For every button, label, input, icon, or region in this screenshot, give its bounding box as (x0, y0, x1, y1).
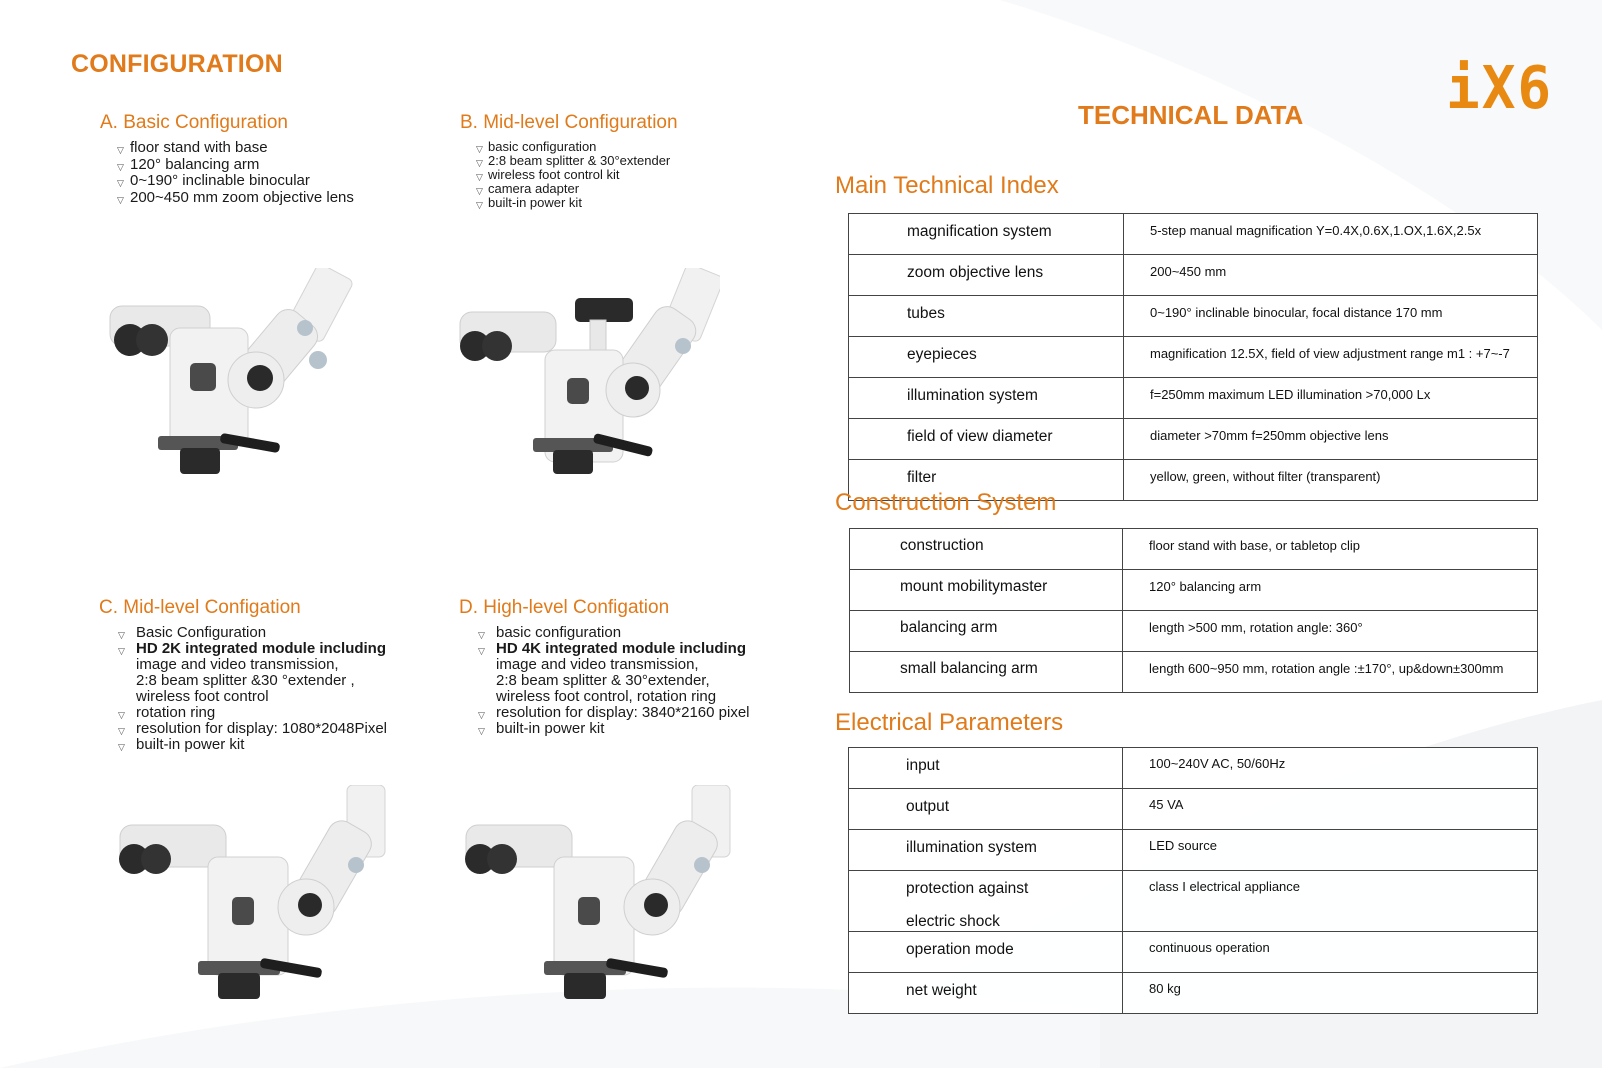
table-row (849, 871, 1538, 932)
spec-key: construction (850, 529, 1123, 570)
list-item: wireless foot control (136, 688, 269, 705)
table-row (849, 748, 1538, 789)
spec-value: 120° balancing arm (1123, 570, 1538, 611)
triangle-bullet-icon: ▽ (118, 630, 125, 640)
list-item: ▽ rotation ring (118, 704, 216, 721)
config-d-list (459, 625, 750, 737)
table-row (850, 611, 1538, 652)
spec-value: length >500 mm, rotation angle: 360° (1123, 611, 1538, 652)
spec-value: length 600~950 mm, rotation angle :±170°, up&down±300mm (1123, 652, 1538, 693)
list-item: ▽ 200~450 mm zoom objective lens (100, 190, 354, 207)
electrical-parameters-table (848, 747, 1538, 1014)
config-b (460, 112, 678, 210)
triangle-bullet-icon: ▽ (476, 172, 483, 182)
list-item: ▽ 0~190° inclinable binocular (100, 173, 354, 190)
list-item: ▽ built-in power kit (476, 195, 582, 210)
spec-key: mount mobilitymaster (850, 570, 1123, 611)
list-item: ▽ resolution for display: 1080*2048Pixel (118, 720, 387, 737)
list-item: ▽ camera adapter (476, 181, 580, 196)
list-item: ▽ wireless foot control kit (476, 167, 620, 182)
table-row (850, 652, 1538, 693)
config-b-title: B. Mid-level Configuration (460, 112, 678, 133)
list-item: 2:8 beam splitter & 30°extender, (496, 672, 710, 689)
spec-value: 5-step manual magnification Y=0.4X,0.6X,1.OX,1.6X,2.5x (1124, 214, 1538, 255)
table-row (850, 570, 1538, 611)
spec-value: 80 kg (1123, 973, 1538, 1014)
table-row (849, 973, 1538, 1014)
list-item: ▽ HD 2K integrated module including (118, 640, 387, 657)
table-row (849, 378, 1538, 419)
spec-value: floor stand with base, or tabletop clip (1123, 529, 1538, 570)
table-row (849, 830, 1538, 871)
configuration-title: CONFIGURATION (71, 50, 283, 78)
spec-value: LED source (1123, 830, 1538, 871)
microscope-b-image (455, 268, 720, 483)
spec-key: net weight (849, 973, 1123, 1014)
config-c (99, 597, 387, 753)
spec-key: illumination system (849, 378, 1124, 419)
list-item: ▽ resolution for display: 3840*2160 pixel (478, 704, 750, 721)
spec-value: diameter >70mm f=250mm objective lens (1124, 419, 1538, 460)
list-item: 2:8 beam splitter &30 °extender , (136, 672, 355, 689)
config-a (100, 112, 354, 206)
spec-value: f=250mm maximum LED illumination >70,000 Lx (1124, 378, 1538, 419)
triangle-bullet-icon: ▽ (117, 194, 124, 205)
microscope-a-image (100, 268, 360, 490)
spec-key: illumination system (849, 830, 1123, 871)
list-item: ▽ floor stand with base (100, 140, 354, 157)
config-a-title: A. Basic Configuration (100, 112, 288, 133)
spec-value: 0~190° inclinable binocular, focal distance 170 mm (1124, 296, 1538, 337)
config-d (459, 597, 750, 737)
config-c-list (99, 625, 387, 753)
table-row (849, 296, 1538, 337)
table-row (849, 337, 1538, 378)
table-row (849, 214, 1538, 255)
triangle-bullet-icon: ▽ (478, 710, 485, 720)
spec-value: continuous operation (1123, 932, 1538, 973)
triangle-bullet-icon: ▽ (117, 145, 124, 155)
spec-key: protection against electric shock (849, 871, 1123, 932)
triangle-bullet-icon: ▽ (476, 158, 483, 168)
spec-key: balancing arm (850, 611, 1123, 652)
spec-key: output (849, 789, 1123, 830)
list-item: ▽ 120° balancing arm (100, 157, 354, 174)
table-row (849, 255, 1538, 296)
triangle-bullet-icon: ▽ (118, 726, 125, 736)
triangle-bullet-icon: ▽ (118, 710, 125, 720)
list-item: ▽ built-in power kit (118, 736, 245, 753)
spec-key: operation mode (849, 932, 1123, 973)
triangle-bullet-icon: ▽ (476, 200, 483, 210)
table-row (849, 419, 1538, 460)
main-technical-index-table (848, 213, 1538, 501)
brand-logo: iX6 (1446, 54, 1554, 123)
spec-key: eyepieces (849, 337, 1124, 378)
triangle-bullet-icon: ▽ (478, 726, 485, 736)
config-a-list (100, 140, 354, 206)
triangle-bullet-icon: ▽ (117, 161, 124, 172)
list-item: ▽ Basic Configuration (118, 624, 267, 641)
triangle-bullet-icon: ▽ (478, 646, 485, 656)
spec-key: zoom objective lens (849, 255, 1124, 296)
table-row (850, 529, 1538, 570)
list-item: ▽ basic configuration (478, 624, 622, 641)
triangle-bullet-icon: ▽ (478, 630, 485, 640)
triangle-bullet-icon: ▽ (476, 186, 483, 196)
spec-value: yellow, green, without filter (transparent) (1124, 460, 1538, 501)
triangle-bullet-icon: ▽ (117, 178, 124, 188)
spec-key: field of view diameter (849, 419, 1124, 460)
main-technical-index-title: Main Technical Index (835, 172, 1059, 199)
config-d-title: D. High-level Configation (459, 597, 670, 618)
spec-key: filter (849, 460, 1124, 501)
construction-system-table (849, 528, 1538, 693)
table-row (849, 932, 1538, 973)
spec-value: 200~450 mm (1124, 255, 1538, 296)
spec-value: class I electrical appliance (1123, 871, 1538, 932)
list-item: image and video transmission, (136, 656, 339, 673)
list-item: wireless foot control, rotation ring (496, 688, 717, 705)
triangle-bullet-icon: ▽ (476, 144, 483, 154)
config-c-title: C. Mid-level Configation (99, 597, 301, 618)
technical-data-title: TECHNICAL DATA (1078, 100, 1304, 130)
list-item: ▽ built-in power kit (478, 720, 605, 737)
spec-key: input (849, 748, 1123, 789)
table-row (849, 789, 1538, 830)
spec-key: small balancing arm (850, 652, 1123, 693)
microscope-d-image (460, 785, 735, 1010)
spec-value: 45 VA (1123, 789, 1538, 830)
spec-key: tubes (849, 296, 1124, 337)
electrical-parameters-title: Electrical Parameters (835, 709, 1064, 736)
spec-key: magnification system (849, 214, 1124, 255)
spec-value: magnification 12.5X, field of view adjustment range m1 : +7~-7 (1124, 337, 1538, 378)
triangle-bullet-icon: ▽ (118, 646, 125, 656)
config-b-list (460, 140, 678, 210)
list-item: ▽ basic configuration (476, 139, 597, 154)
list-item: ▽ 2:8 beam splitter & 30°extender (476, 153, 671, 168)
microscope-c-image (112, 785, 387, 1010)
list-item: ▽ HD 4K integrated module including (478, 640, 747, 657)
spec-value: 100~240V AC, 50/60Hz (1123, 748, 1538, 789)
triangle-bullet-icon: ▽ (118, 742, 125, 752)
list-item: image and video transmission, (496, 656, 699, 673)
construction-system-title: Construction System (835, 489, 1057, 516)
